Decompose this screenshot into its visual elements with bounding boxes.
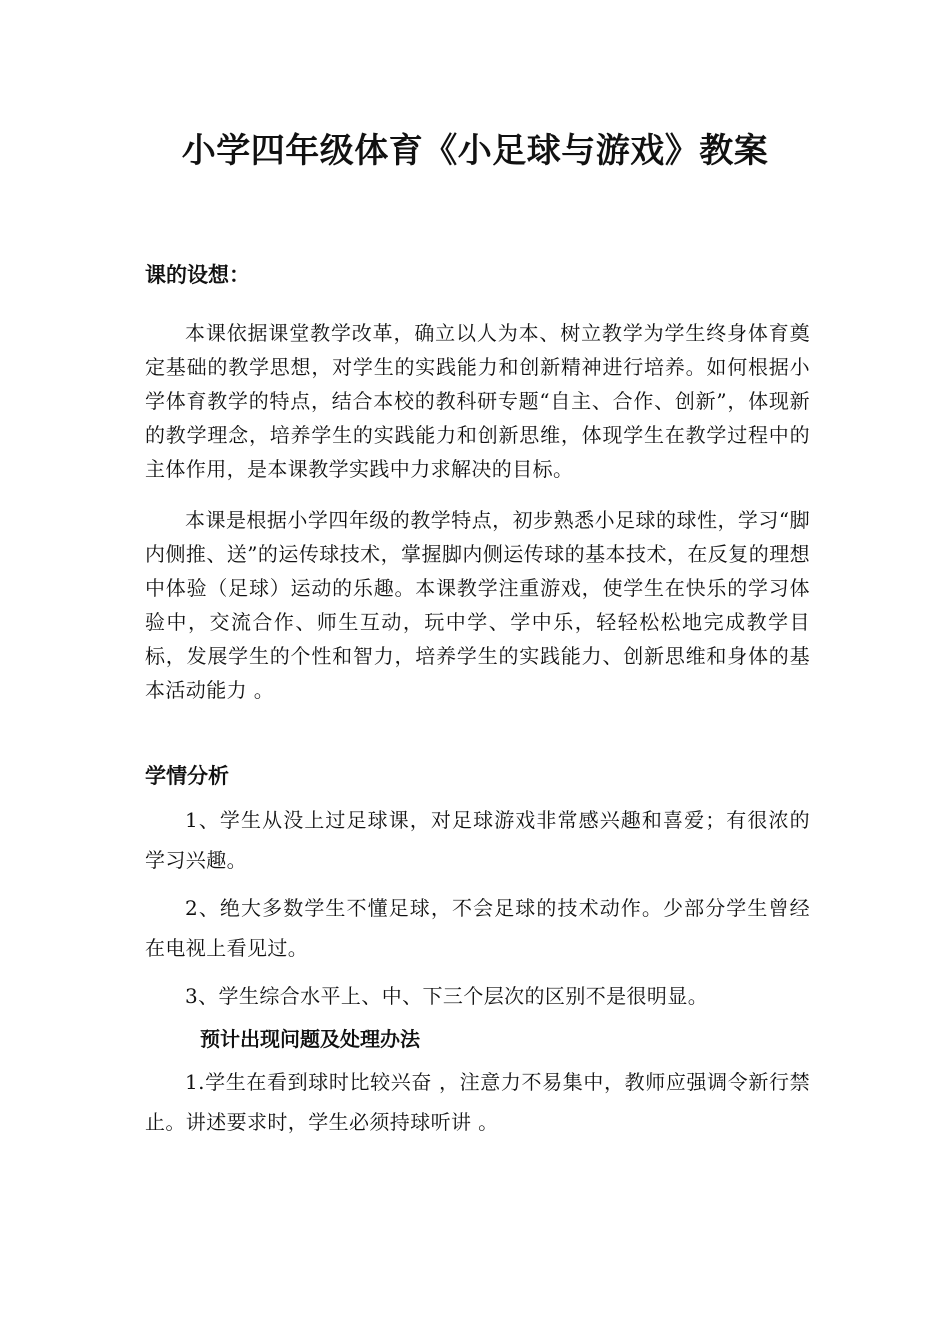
section-heading-design: 课的设想： [145,263,250,287]
design-paragraph-1: 本课依据课堂教学改革，确立以人为本、树立教学为学生终身体育奠定基础的教学思想，对学生的实践能力和创新精神进行培养。如何根据小学体育教学的特点，结合本校的教科研专题“自主、合作、创新”，体现新的教学理念，培养学生的实践能力和创新思维，体现学生在教学过程中的主体作用，是本课教学实践中力求解决的目标。 [145,321,810,481]
document-title: 小学四年级体育《小足球与游戏》教案 [181,131,769,171]
analysis-item-3: 3、学生综合水平上、中、下三个层次的区别不是很明显。 [185,984,709,1008]
section-heading-problems: 预计出现问题及处理办法 [200,1027,420,1051]
analysis-item-1: 1、学生从没上过足球课，对足球游戏非常感兴趣和喜爱；有很浓的学习兴趣。 [145,808,810,872]
section-heading-analysis: 学情分析 [145,764,229,788]
problems-item-1: 1.学生在看到球时比较兴奋 ，注意力不易集中，教师应强调令新行禁止。讲述要求时，学生必须持球听讲 。 [145,1070,810,1134]
design-paragraph-2: 本课是根据小学四年级的教学特点，初步熟悉小足球的球性，学习“脚内侧推、送”的运传球技术，掌握脚内侧运传球的基本技术，在反复的理想中体验（足球）运动的乐趣。本课教学注重游戏，使学生在快乐的学习体验中，交流合作、师生互动，玩中学、学中乐，轻轻松松地完成教学目标，发展学生的个性和智力，培养学生的实践能力、创新思维和身体的基本活动能力 。 [145,508,810,702]
analysis-item-2: 2、绝大多数学生不懂足球，不会足球的技术动作。少部分学生曾经在电视上看见过。 [145,896,810,960]
